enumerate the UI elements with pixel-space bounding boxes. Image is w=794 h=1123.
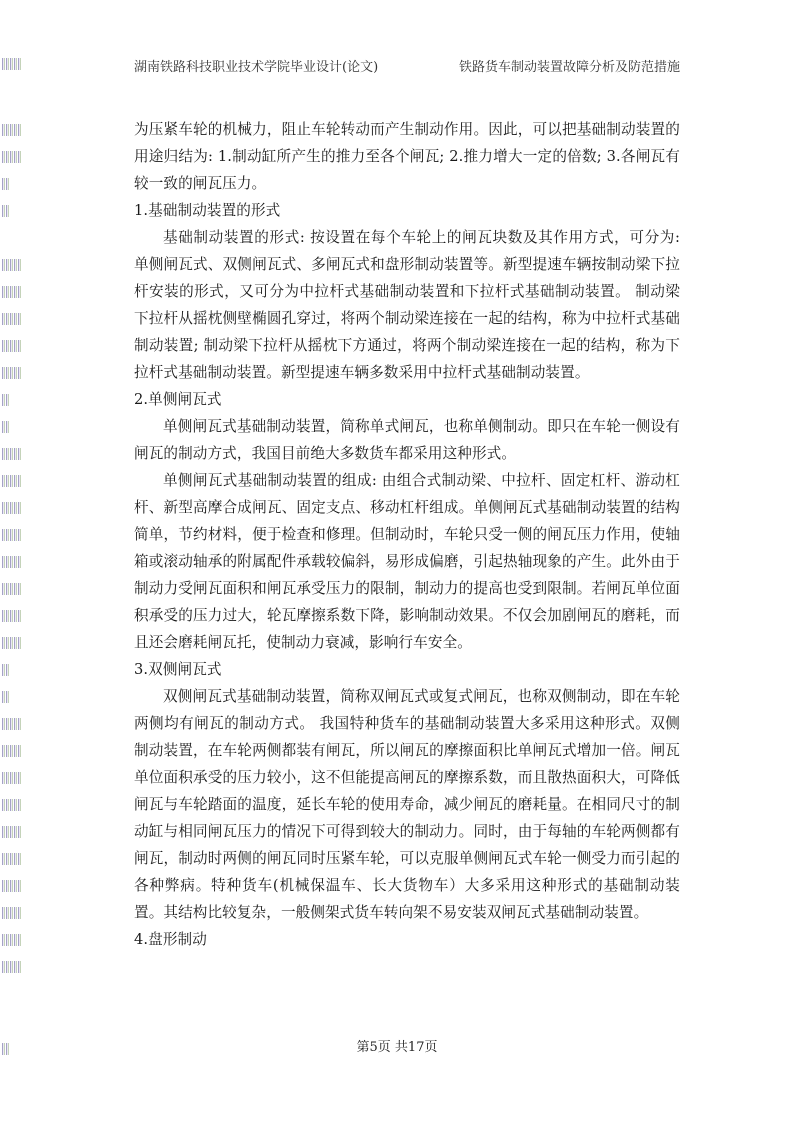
- section-heading-2: 2.单侧闸瓦式: [134, 391, 222, 408]
- margin-mark: [2, 421, 9, 433]
- margin-mark: [2, 556, 22, 568]
- margin-mark: [2, 475, 22, 487]
- margin-mark: [2, 367, 22, 379]
- margin-mark: [2, 313, 22, 325]
- margin-mark: [2, 394, 9, 406]
- margin-mark: [2, 934, 22, 946]
- margin-mark: [2, 826, 22, 838]
- section-heading-4: 4.盘形制动: [134, 931, 207, 948]
- section-heading-3: 3.双侧闸瓦式: [134, 661, 222, 678]
- margin-mark: [2, 961, 22, 973]
- section-heading-1: 1.基础制动装置的形式: [134, 202, 281, 219]
- margin-mark: [2, 691, 9, 703]
- paragraph: 单侧闸瓦式基础制动装置的组成: 由组合式制动梁、中拉杆、固定杠杆、游动杠杆、新型高摩合成闸瓦、固定支点、移动杠杆组成。单侧闸瓦式基础制动装置的结构简单，节约材料，便于检查和修理。但制动时，车轮只受一侧的闸瓦压力作用，使轴箱或滚动轴承的附属配件承载较偏斜，易形成偏磨，引起热轴现象的产生。此外由于制动力受闸瓦面积和闸瓦承受压力的限制，制动力的提高也受到限制。若闸瓦单位面积承受的压力过大，轮瓦摩擦系数下降，影响制动效果。不仅会加剧闸瓦的磨耗，而且还会磨耗闸瓦托，使制动力衰减，影响行车安全。: [134, 472, 680, 651]
- margin-mark: [2, 637, 22, 649]
- margin-mark: [2, 799, 22, 811]
- margin-mark: [2, 259, 22, 271]
- paragraph: 单侧闸瓦式基础制动装置，简称单式闸瓦，也称单侧制动。即只在车轮一侧设有闸瓦的制动方式，我国目前绝大多数货车都采用这种形式。: [134, 418, 680, 462]
- margin-mark: [2, 151, 22, 163]
- margin-mark: [2, 58, 22, 70]
- margin-mark: [2, 286, 22, 298]
- margin-mark: [2, 907, 22, 919]
- margin-mark: [2, 664, 9, 676]
- page-number: 第5页 共17页: [356, 1040, 438, 1055]
- margin-mark: [2, 718, 22, 730]
- page-header: [120, 56, 680, 75]
- margin-mark: [2, 772, 22, 784]
- margin-mark: [2, 502, 22, 514]
- margin-mark: [2, 583, 22, 595]
- margin-mark: [2, 610, 22, 622]
- margin-mark: [2, 529, 22, 541]
- header-thesis-title: 铁路货车制动装置故障分析及防范措施: [458, 60, 680, 75]
- margin-mark: [2, 745, 22, 757]
- margin-mark: [2, 448, 22, 460]
- paragraph: 为压紧车轮的机械力，阻止车轮转动而产生制动作用。因此，可以把基础制动装置的用途归结为: 1.制动缸所产生的推力至各个闸瓦; 2.推力增大一定的倍数; 3.各闸瓦有较一致的闸瓦压力。: [134, 121, 680, 192]
- margin-scan-marks: [2, 58, 24, 1048]
- paragraph: 基础制动装置的形式: 按设置在每个车轮上的闸瓦块数及其作用方式，可分为: 单侧闸瓦式、双侧闸瓦式、多闸瓦式和盘形制动装置等。新型提速车辆按制动梁下拉杆安装的形式，又可分为中拉杆式基础制动装置和下拉杆式基础制动装置。 制动梁下拉杆从摇枕侧壁椭圆孔穿过，将两个制动梁连接在一起的结构，称为中拉杆式基础制动装置; 制动梁下拉杆从摇枕下方通过，将两个制动梁连接在一起的结构，称为下拉杆式基础制动装置。新型提速车辆多数采用中拉杆式基础制动装置。: [134, 229, 680, 381]
- margin-mark: [2, 340, 22, 352]
- margin-mark: [2, 880, 22, 892]
- document-body: [134, 116, 680, 953]
- paragraph: 双侧闸瓦式基础制动装置，简称双闸瓦式或复式闸瓦，也称双侧制动，即在车轮两侧均有闸瓦的制动方式。 我国特种货车的基础制动装置大多采用这种形式。双侧制动装置，在车轮两侧都装有闸瓦，所以闸瓦的摩擦面积比单闸瓦式增加一倍。闸瓦单位面积承受的压力较小，这不但能提高闸瓦的摩擦系数，而且散热面积大，可降低闸瓦与车轮踏面的温度，延长车轮的使用寿命，减少闸瓦的磨耗量。在相同尺寸的制动缸与相同闸瓦压力的情况下可得到较大的制动力。同时，由于每轴的车轮两侧都有闸瓦，制动时两侧的闸瓦同时压紧车轮，可以克服单侧闸瓦式车轮一侧受力而引起的各种弊病。特种货车(机械保温车、长大货物车）大多采用这种形式的基础制动装置。其结构比较复杂，一般侧架式货车转向架不易安装双闸瓦式基础制动装置。: [134, 688, 680, 921]
- margin-mark: [2, 124, 22, 136]
- margin-mark: [2, 205, 9, 217]
- margin-mark: [2, 853, 22, 865]
- header-school-title: 湖南铁路科技职业技术学院毕业设计(论文): [134, 60, 379, 75]
- margin-mark: [2, 178, 9, 190]
